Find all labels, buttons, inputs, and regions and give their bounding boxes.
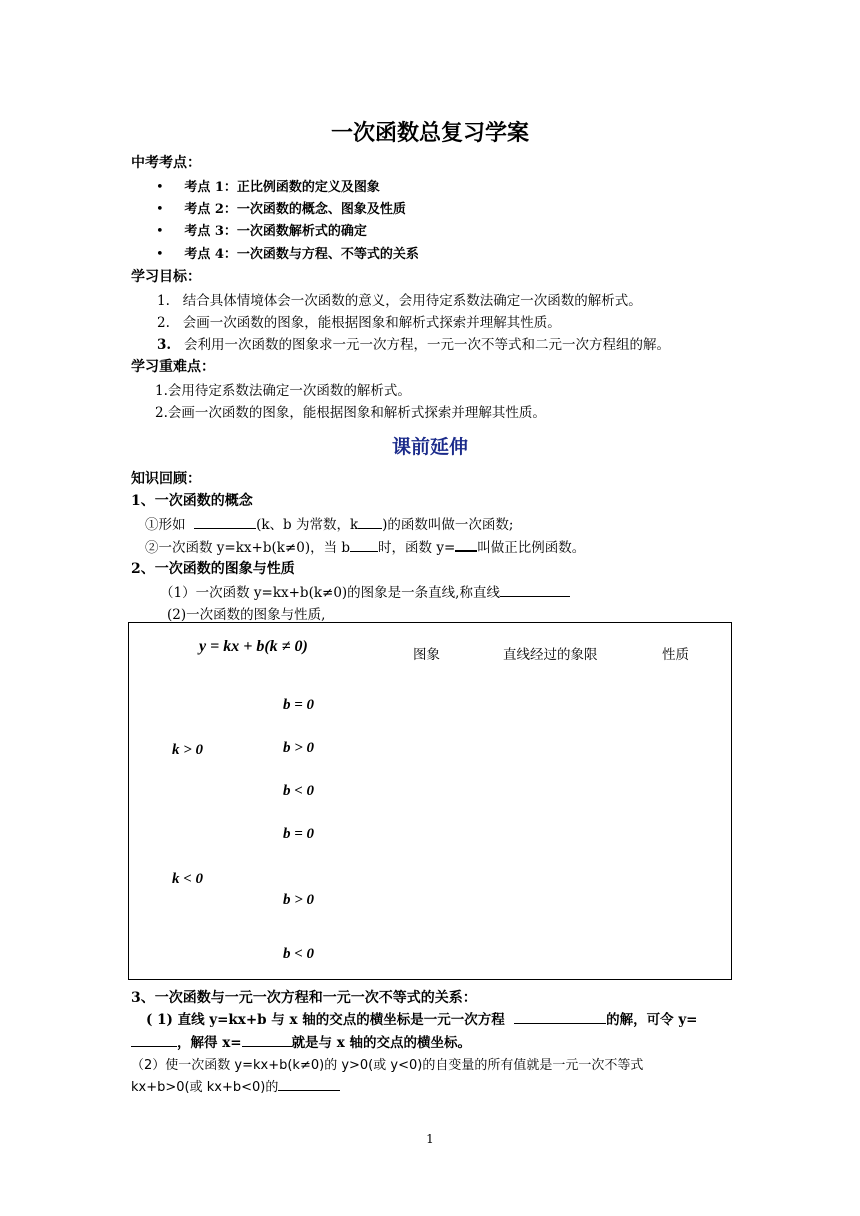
row-label: b < 0 <box>283 783 315 799</box>
review-heading: 知识回顾： <box>131 471 201 487</box>
exam-points-heading: 中考考点： <box>131 155 201 171</box>
section1-line2: ②一次函数 y=kx+b(k≠0)，当 b 时，函数 y= 叫做正比例函数。 <box>145 536 585 556</box>
section3-heading: 3、一次函数与一元一次方程和一元一次不等式的关系： <box>131 990 477 1006</box>
exam-point-item: • 考点 4：一次函数与方程、不等式的关系 <box>156 247 419 262</box>
exam-point-item: • 考点 3：一次函数解析式的确定 <box>156 224 367 239</box>
col-property-header: 性质 <box>662 647 689 663</box>
k-positive-label: k > 0 <box>172 742 204 758</box>
section2-line2: (2)一次函数的图象与性质, <box>167 607 326 623</box>
key-point-item: 1.会用待定系数法确定一次函数的解析式。 <box>155 383 411 399</box>
blank <box>194 515 256 529</box>
blank <box>455 537 477 552</box>
blank <box>350 538 378 552</box>
section1-heading: 1、一次函数的概念 <box>131 493 253 509</box>
section3-p2-line1: （2）使一次函数 y=kx+b(k≠0)的 y>0(或 y<0)的自变量的所有值就是一元一次不等式 <box>131 1058 644 1073</box>
goal-item: 1. 结合具体情境体会一次函数的意义，会用待定系数法确定一次函数的解析式。 <box>157 293 642 309</box>
row-label: b > 0 <box>283 892 315 908</box>
blank <box>278 1077 340 1091</box>
k-negative-label: k < 0 <box>172 871 204 887</box>
row-label: b > 0 <box>283 740 315 756</box>
exam-point-item: • 考点 1：正比例函数的定义及图象 <box>156 180 380 195</box>
blank <box>500 583 570 597</box>
blank <box>131 1033 177 1047</box>
blank <box>358 515 382 529</box>
blank <box>242 1033 292 1047</box>
section3-p1-line1: ( 1) 直线 y=kx+b 与 x 轴的交点的横坐标是一元一次方程 的解，可令 y= <box>146 1012 698 1028</box>
key-point-item: 2.会画一次函数的图象，能根据图象和解析式探索并理解其性质。 <box>155 405 546 421</box>
row-label: b = 0 <box>283 826 315 842</box>
section1-line1: ①形如 (k、b 为常数，k )的函数叫做一次函数; <box>145 517 514 533</box>
property-table <box>128 622 732 980</box>
blank <box>514 1010 606 1024</box>
page-title: 一次函数总复习学案 <box>330 120 529 146</box>
page-number: 1 <box>426 1132 434 1146</box>
preclass-heading: 课前延伸 <box>391 436 468 458</box>
row-label: b = 0 <box>283 697 315 713</box>
section3-p2-line2: kx+b>0(或 kx+b<0)的 <box>131 1076 340 1095</box>
row-label: b < 0 <box>283 946 315 962</box>
section3-p1-line2: ，解得 x= 就是与 x 轴的交点的横坐标。 <box>131 1031 471 1051</box>
section2-heading: 2、一次函数的图象与性质 <box>131 561 295 577</box>
goals-heading: 学习目标： <box>131 269 201 285</box>
col-quadrant-header: 直线经过的象限 <box>503 647 598 663</box>
goal-item: 3. 会利用一次函数的图象求一元一次方程，一元一次不等式和二元一次方程组的解。 <box>157 337 670 353</box>
table-formula: y = kx + b(k ≠ 0) <box>199 638 308 655</box>
key-points-heading: 学习重难点： <box>131 359 215 375</box>
exam-point-item: • 考点 2：一次函数的概念、图象及性质 <box>156 202 406 217</box>
col-image-header: 图象 <box>413 647 440 663</box>
section2-line1: （1）一次函数 y=kx+b(k≠0)的图象是一条直线,称直线 <box>160 581 570 601</box>
goal-item: 2. 会画一次函数的图象，能根据图象和解析式探索并理解其性质。 <box>157 315 561 331</box>
